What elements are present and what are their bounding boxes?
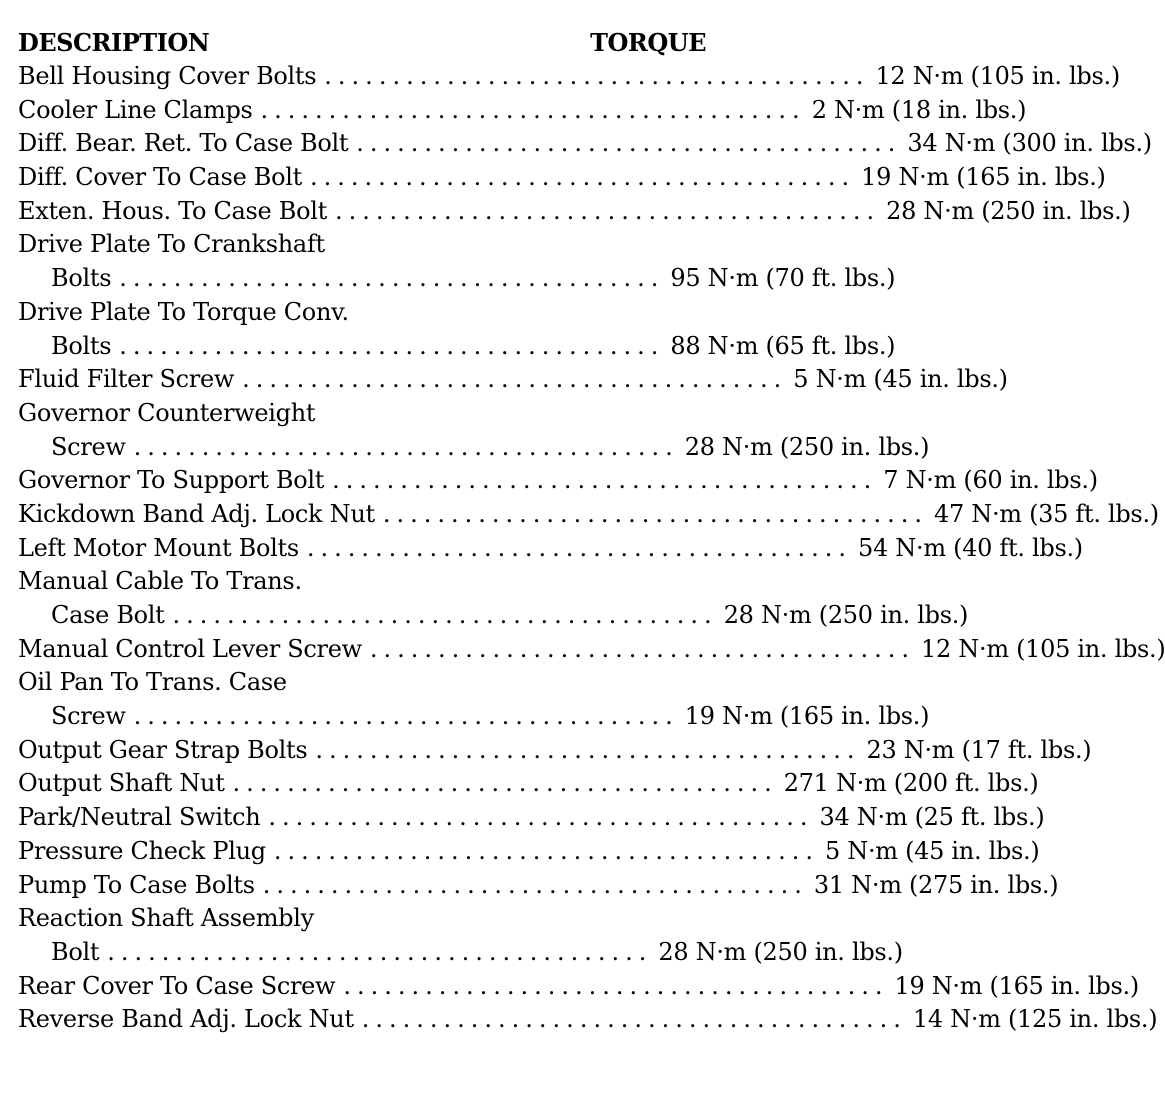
dot-leader: ........................................ (172, 601, 718, 629)
row-description: Bolt (51, 937, 100, 966)
row-description: Left Motor Mount Bolts (18, 533, 299, 562)
row-torque-value: 28 N·m (250 in. lbs.) (886, 196, 1131, 225)
row-description: Output Gear Strap Bolts (18, 735, 308, 764)
row-description: Diff. Bear. Ret. To Case Bolt (18, 129, 349, 158)
dot-leader: ........................................ (133, 702, 679, 731)
dot-leader: ........................................ (242, 365, 788, 394)
row-torque-value: 12 N·m (105 in. lbs.) (921, 634, 1165, 663)
table-row (18, 365, 1008, 399)
table-row (18, 298, 706, 332)
dot-leader: ........................................ (382, 499, 928, 528)
table-row (18, 129, 1152, 163)
row-description: Drive Plate To Torque Conv. (18, 297, 349, 326)
row-torque-value: 28 N·m (250 in. lbs.) (723, 601, 969, 629)
dot-leader: ........................................ (232, 769, 778, 798)
table-row (18, 196, 1131, 231)
table-row (18, 95, 1027, 130)
row-torque-value: 7 N·m (60 in. lbs.) (883, 466, 1098, 495)
row-torque-value: 14 N·m (125 in. lbs.) (912, 1005, 1158, 1034)
table-row (18, 499, 1159, 534)
table-row (18, 331, 896, 366)
table-row (18, 567, 706, 601)
row-description: Fluid Filter Screw (18, 365, 235, 394)
table-row (18, 836, 1040, 871)
row-description: Oil Pan To Trans. Case (18, 668, 287, 697)
row-description: Bolts (51, 264, 112, 293)
dot-leader: ........................................ (356, 129, 902, 158)
table-row (18, 601, 969, 635)
table-row (18, 735, 1092, 770)
dot-leader: ........................................ (324, 62, 870, 90)
row-description: Park/Neutral Switch (18, 803, 261, 832)
row-torque-value: 12 N·m (105 in. lbs.) (875, 62, 1120, 90)
row-description: Rear Cover To Case Screw (18, 971, 336, 1000)
dot-leader: ........................................ (119, 264, 665, 293)
row-torque-value: 23 N·m (17 ft. lbs.) (866, 735, 1092, 764)
row-description: Diff. Cover To Case Bolt (18, 163, 303, 192)
table-row (18, 769, 1039, 803)
table-row (18, 904, 706, 938)
table-row (18, 264, 896, 298)
row-torque-value: 5 N·m (45 in. lbs.) (824, 836, 1040, 865)
row-torque-value: 19 N·m (165 in. lbs.) (861, 163, 1106, 192)
dot-leader: ........................................ (310, 163, 856, 192)
row-torque-value: 54 N·m (40 ft. lbs.) (858, 533, 1083, 562)
row-torque-value: 34 N·m (300 in. lbs.) (907, 129, 1152, 158)
dot-leader: ........................................ (260, 95, 806, 124)
dot-leader: ........................................ (332, 466, 878, 495)
row-description: Screw (51, 432, 126, 461)
row-description: Reaction Shaft Assembly (18, 904, 314, 933)
dot-leader: ........................................ (273, 836, 819, 865)
dot-leader: ........................................ (107, 937, 653, 966)
table-row (18, 937, 903, 972)
row-torque-value: 19 N·m (165 in. lbs.) (894, 971, 1139, 1000)
row-description: Screw (51, 702, 126, 731)
row-description: Manual Control Lever Screw (18, 634, 362, 663)
row-torque-value: 31 N·m (275 in. lbs.) (813, 870, 1059, 899)
row-torque-value: 28 N·m (250 in. lbs.) (658, 937, 903, 966)
dot-leader: ........................................ (361, 1005, 907, 1034)
row-torque-value: 19 N·m (165 in. lbs.) (684, 702, 930, 731)
row-description: Output Shaft Nut (18, 769, 225, 798)
table-row (18, 668, 706, 702)
row-description: Reverse Band Adj. Lock Nut (18, 1005, 354, 1034)
dot-leader: ........................................ (262, 870, 808, 899)
dot-leader: ........................................ (268, 803, 814, 832)
dot-leader: ........................................ (334, 196, 881, 225)
table-header (18, 28, 706, 62)
row-torque-value: 88 N·m (65 ft. lbs.) (670, 331, 896, 360)
table-row (18, 163, 1106, 197)
row-torque-value: 28 N·m (250 in. lbs.) (684, 432, 930, 461)
dot-leader: ........................................ (315, 735, 861, 764)
row-description: Exten. Hous. To Case Bolt (18, 196, 327, 225)
row-torque-value: 47 N·m (35 ft. lbs.) (933, 499, 1159, 528)
row-description: Manual Cable To Trans. (18, 567, 302, 596)
dot-leader: ........................................ (119, 331, 665, 360)
table-row (18, 702, 930, 736)
table-row (18, 803, 1045, 837)
table-row (18, 533, 1083, 568)
row-description: Kickdown Band Adj. Lock Nut (18, 499, 375, 528)
row-description: Governor To Support Bolt (18, 466, 325, 495)
row-torque-value: 2 N·m (18 in. lbs.) (811, 95, 1027, 124)
table-row (18, 432, 930, 467)
row-torque-value: 95 N·m (70 ft. lbs.) (670, 264, 896, 293)
table-row (18, 62, 1120, 96)
dot-leader: ........................................ (369, 634, 916, 663)
row-description: Case Bolt (51, 601, 165, 629)
row-torque-value: 271 N·m (200 ft. lbs.) (783, 769, 1039, 798)
row-description: Bolts (51, 331, 112, 360)
row-torque-value: 5 N·m (45 in. lbs.) (793, 365, 1008, 394)
torque-column-header: TORQUE (590, 28, 706, 57)
description-column-header: DESCRIPTION (18, 28, 210, 57)
table-row (18, 399, 706, 433)
row-description: Pump To Case Bolts (18, 870, 255, 899)
table-row (18, 1005, 1158, 1039)
row-description: Drive Plate To Crankshaft (18, 230, 325, 259)
row-description: Pressure Check Plug (18, 836, 266, 865)
dot-leader: ........................................ (306, 533, 853, 562)
table-row (18, 870, 1059, 905)
table-row (18, 466, 1098, 500)
dot-leader: ........................................ (343, 971, 889, 1000)
row-description: Governor Counterweight (18, 398, 316, 427)
row-torque-value: 34 N·m (25 ft. lbs.) (819, 803, 1045, 832)
row-description: Bell Housing Cover Bolts (18, 62, 317, 90)
row-description: Cooler Line Clamps (18, 95, 253, 124)
table-row (18, 971, 1139, 1006)
table-body (18, 62, 1165, 1039)
table-row (18, 230, 706, 264)
dot-leader: ........................................ (133, 432, 679, 461)
table-row (18, 634, 1165, 669)
torque-spec-table (18, 28, 1165, 1039)
